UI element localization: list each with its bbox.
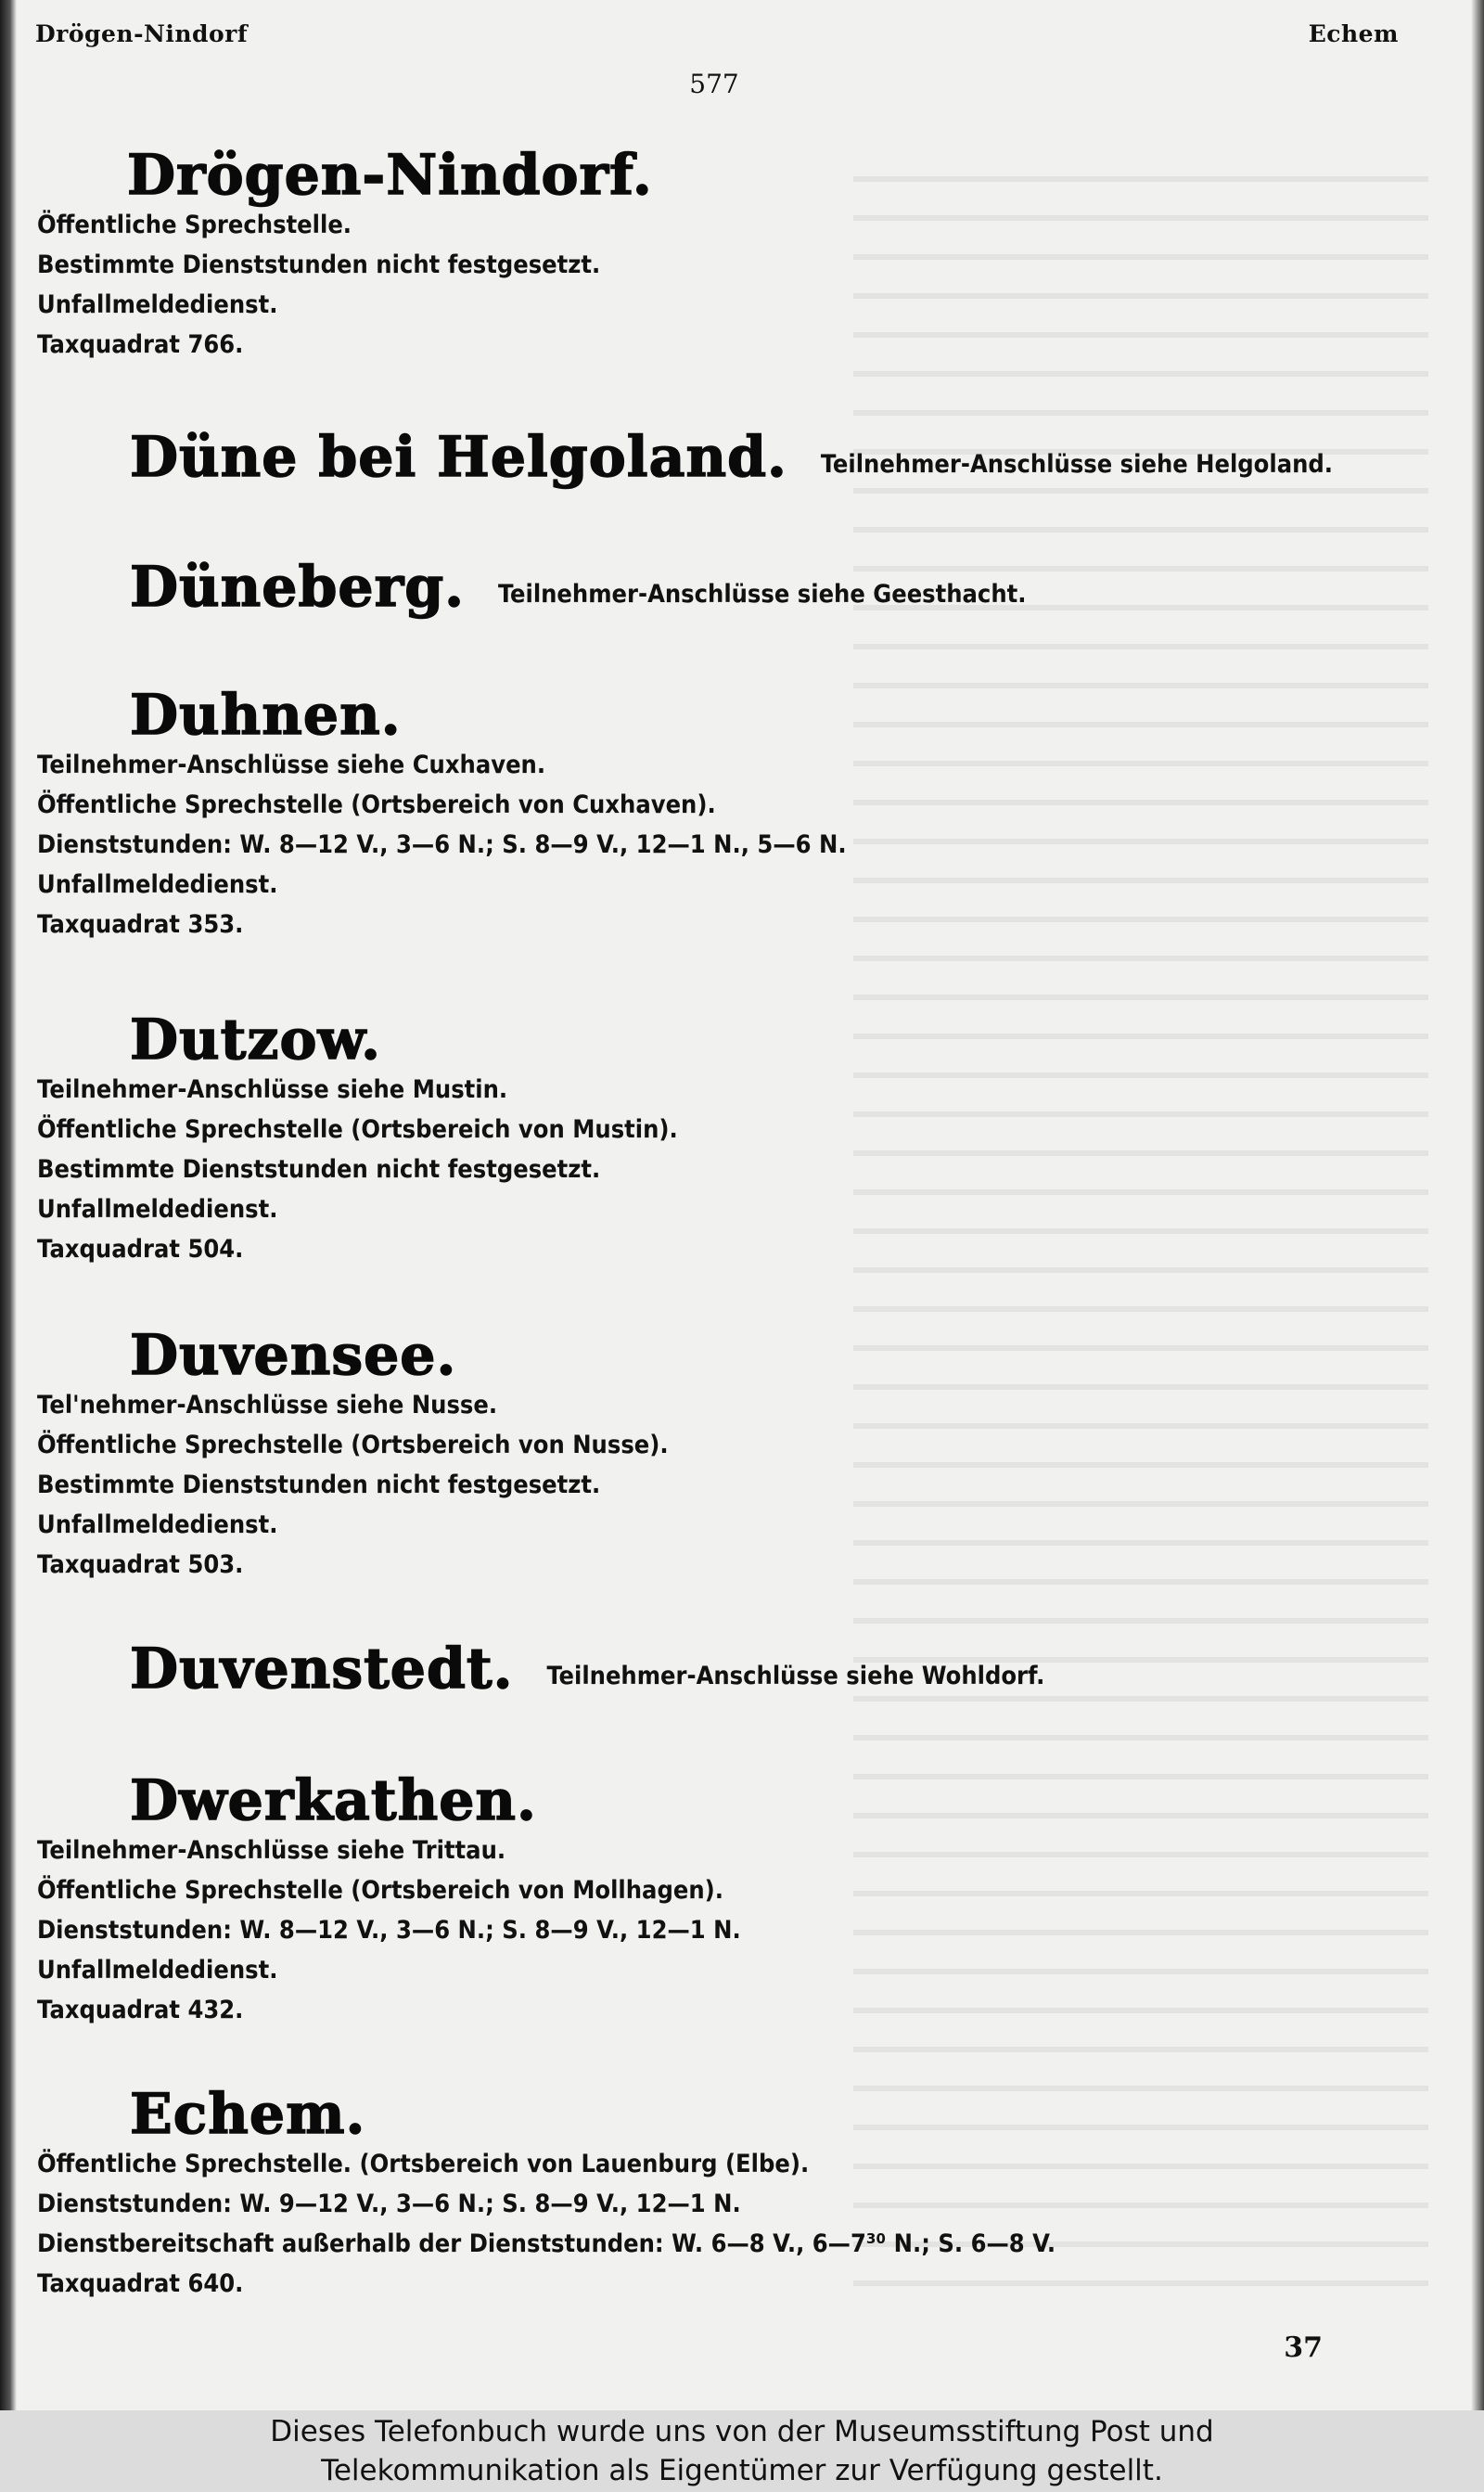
- footer-line-2: Telekommunikation als Eigentümer zur Verfügung gestellt.: [321, 2454, 1163, 2487]
- entry-dutzow: [37, 1008, 1428, 1269]
- entry-line: Dienststunden: W. 8—12 V., 3—6 N.; S. 8—9 V., 12—1 N., 5—6 N.: [37, 830, 847, 859]
- entry-line: Dienststunden: W. 9—12 V., 3—6 N.; S. 8—9 V., 12—1 N.: [37, 2190, 741, 2218]
- entry-note: Teilnehmer-Anschlüsse siehe Wohldorf.: [546, 1662, 1045, 1690]
- entry-title: Duvensee.: [130, 1323, 457, 1388]
- entry-line: Öffentliche Sprechstelle.: [37, 211, 352, 239]
- entry-duene-bei-helgoland: [37, 425, 1428, 490]
- provenance-footer: [0, 2410, 1484, 2492]
- entry-line: Unfallmeldedienst.: [37, 1195, 278, 1224]
- entry-title: Dwerkathen.: [130, 1768, 537, 1833]
- entry-line: Öffentliche Sprechstelle (Ortsbereich von Cuxhaven).: [37, 790, 716, 819]
- entry-line: Unfallmeldedienst.: [37, 1956, 278, 1985]
- entry-line: Öffentliche Sprechstelle (Ortsbereich von Nusse).: [37, 1431, 669, 1459]
- entry-line: Bestimmte Dienststunden nicht festgesetzt.: [37, 1471, 601, 1499]
- entry-line: Unfallmeldedienst.: [37, 870, 278, 899]
- entry-line: Taxquadrat 766.: [37, 330, 244, 359]
- entry-line: Dienststunden: W. 8—12 V., 3—6 N.; S. 8—9 V., 12—1 N.: [37, 1916, 741, 1945]
- entry-line: Unfallmeldedienst.: [37, 290, 278, 319]
- entry-echem: [37, 2082, 1428, 2304]
- entry-droegen-nindorf: [37, 143, 1428, 365]
- entry-line: Bestimmte Dienststunden nicht festgesetzt.: [37, 250, 601, 279]
- entry-dwerkathen: [37, 1768, 1428, 2030]
- entry-line: Teilnehmer-Anschlüsse siehe Trittau.: [37, 1836, 506, 1865]
- entry-title: Dutzow.: [130, 1008, 381, 1073]
- entry-line: Dienstbereitschaft außerhalb der Dienststunden: W. 6—8 V., 6—7³⁰ N.; S. 6—8 V.: [37, 2229, 1056, 2258]
- entry-note: Teilnehmer-Anschlüsse siehe Geesthacht.: [498, 580, 1027, 609]
- footer-line-1: Dieses Telefonbuch wurde uns von der Museumsstiftung Post und: [270, 2415, 1214, 2448]
- entry-dueneberg: [37, 555, 1428, 620]
- running-header-right: Echem: [1308, 20, 1399, 47]
- section-number: 37: [1284, 2331, 1323, 2364]
- entry-title: Drögen-Nindorf.: [127, 143, 653, 208]
- entry-title: Duvenstedt.: [130, 1637, 514, 1702]
- entry-line: Öffentliche Sprechstelle. (Ortsbereich von Lauenburg (Elbe).: [37, 2150, 810, 2178]
- entry-duhnen: [37, 683, 1428, 944]
- entry-line: Taxquadrat 432.: [37, 1996, 244, 2024]
- entry-title: Echem.: [130, 2082, 366, 2147]
- entry-note: Teilnehmer-Anschlüsse siehe Helgoland.: [820, 450, 1333, 479]
- entry-duvensee: [37, 1323, 1428, 1585]
- entry-title: Düneberg.: [130, 555, 466, 620]
- entry-line: Taxquadrat 640.: [37, 2269, 244, 2298]
- entry-title: Düne bei Helgoland.: [130, 425, 787, 490]
- entry-line: Taxquadrat 353.: [37, 910, 244, 939]
- entry-line: Teilnehmer-Anschlüsse siehe Mustin.: [37, 1075, 508, 1104]
- entry-line: Öffentliche Sprechstelle (Ortsbereich von Mustin).: [37, 1115, 678, 1144]
- entry-line: Unfallmeldedienst.: [37, 1510, 278, 1539]
- entry-line: Öffentliche Sprechstelle (Ortsbereich von Mollhagen).: [37, 1876, 723, 1905]
- entry-line: Tel'nehmer-Anschlüsse siehe Nusse.: [37, 1391, 498, 1419]
- entry-line: Bestimmte Dienststunden nicht festgesetzt.: [37, 1155, 601, 1184]
- page-number: 577: [689, 69, 739, 99]
- entry-line: Teilnehmer-Anschlüsse siehe Cuxhaven.: [37, 751, 546, 779]
- entry-duvenstedt: [37, 1637, 1428, 1702]
- running-header-left: Drögen-Nindorf: [35, 20, 249, 47]
- entry-line: Taxquadrat 503.: [37, 1550, 244, 1579]
- entry-title: Duhnen.: [130, 683, 402, 748]
- entry-line: Taxquadrat 504.: [37, 1235, 244, 1264]
